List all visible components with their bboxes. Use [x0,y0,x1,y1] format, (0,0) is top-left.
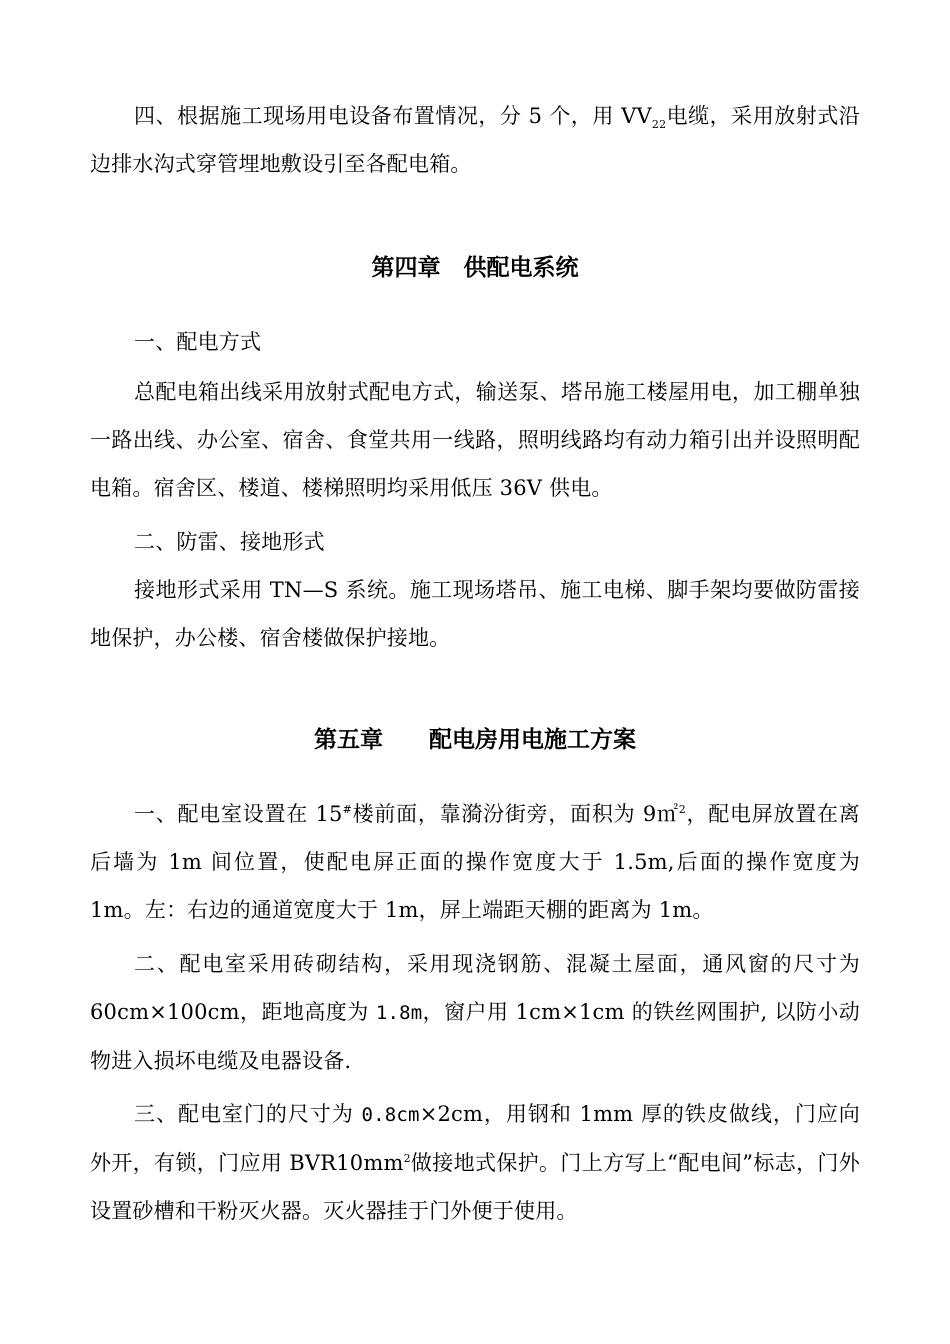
superscript: 2 [403,1152,411,1165]
chapter-5-title: 第五章 配电房用电施工方案 [314,726,636,753]
paragraph-room-door [90,1090,860,1235]
paragraph-room-location [90,790,860,934]
section-heading-distribution-mode: 一、配电方式 [134,330,262,354]
superscript: # [342,803,353,816]
text: 一、配电室设置在 15 [134,802,343,826]
text: 三、配电室门的尺寸为 [134,1102,362,1126]
paragraph-distribution-mode: 总配电箱出线采用放射式配电方式，输送泵、塔吊施工楼屋用电，加工棚单独一路出线、办公室、宿舍、食堂共用一线路，照明线路均有动力箱引出并设照明配电箱。宿舍区、楼道、楼梯照明均采用低压 36V 供电。 [90,380,860,500]
paragraph-grounding: 接地形式采用 TN—S 系统。施工现场塔吊、施工电梯、脚手架均要做防雷接地保护，办公楼、宿舍楼做保护接地。 [90,578,860,650]
text: 做接地式保护。门上方写上“配电间”标志，门外设置砂槽和干粉灭火器。灭火器挂于门外便于使用。 [90,1151,860,1223]
text: 0.8cm [361,1104,420,1126]
text: ，配电屏放置在离后墙为 1m 间位置，使配电屏正面的操作宽度大于 1.5m,后面的操作宽度为 1m。左：右边的通道宽度大于 1m，屏上端距天棚的距离为 1m。 [90,802,860,922]
subscript: 22 [651,118,667,132]
text: 电缆，采用放射式沿边排水沟式穿管埋地敷设引至各配电箱。 [90,104,860,176]
chapter-4-title: 第四章 供配电系统 [371,254,579,281]
text: ×2cm，用钢和 1mm 厚的铁皮做线，门应向外开，有锁，门应用 BVR10mm [90,1102,860,1175]
text: 楼前面，靠漪汾街旁，面积为 9㎡ [352,802,679,826]
superscript: 2 [678,803,686,816]
text: ，窗户用 1cm×1cm 的铁丝网围护, 以防小动物进入损坏电缆及电器设备. [90,1000,860,1073]
section-heading-grounding: 二、防雷、接地形式 [134,530,325,554]
text: 1.8m [375,1002,423,1024]
paragraph-room-structure [90,940,860,1085]
paragraph-cable-layout [90,92,860,188]
text: 二、配电室采用砖砌结构，采用现浇钢筋、混凝土屋面，通风窗的尺寸为 60cm×100cm，距地高度为 [90,952,860,1024]
text: 四、根据施工现场用电设备布置情况，分 5 个，用 VV [134,104,652,128]
